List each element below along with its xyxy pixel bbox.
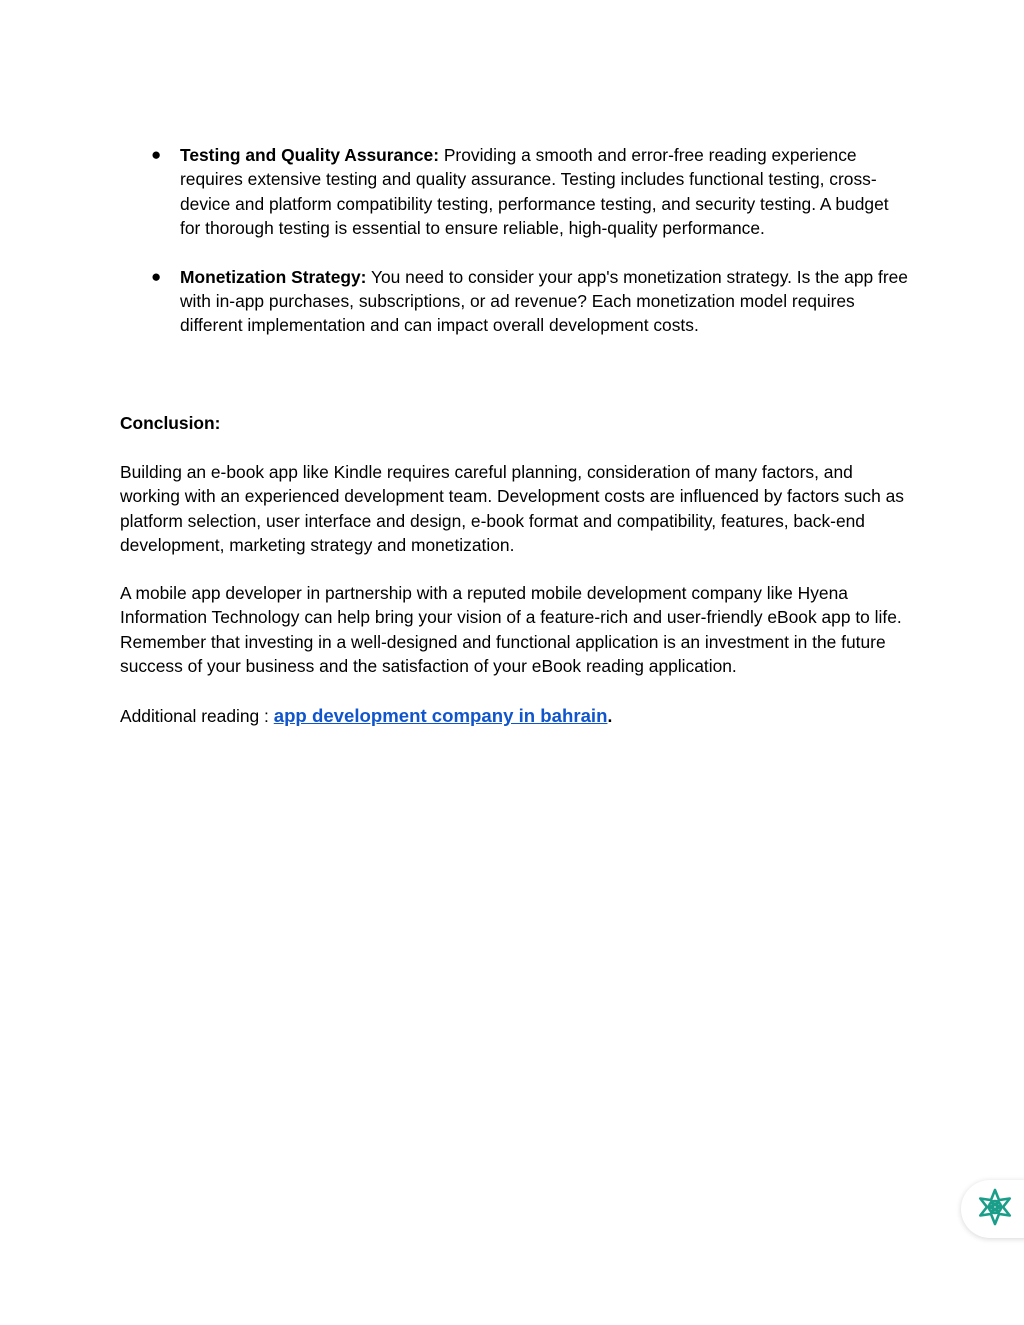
- conclusion-heading: Conclusion:: [120, 413, 221, 433]
- bullet-marker: ●: [151, 145, 162, 164]
- bullet-testing-quality: [120, 143, 910, 241]
- bullet-title: Testing and Quality Assurance:: [180, 145, 439, 165]
- additional-reading-prefix: Additional reading :: [120, 706, 274, 726]
- bullet-title: Monetization Strategy:: [180, 266, 367, 287]
- app-development-link[interactable]: app development company in bahrain: [273, 705, 608, 726]
- factor-bullet-list: [120, 143, 910, 362]
- conclusion-paragraph-2: A mobile app developer in partnership with a reputed mobile development company like Hyena Information Technology can help bring your vision of a feature-rich and user-friendly eBook app to life. Remember that investing in a well-designed and functional application is an investment in the future success of your business and the satisfaction of your eBook reading application.: [120, 583, 902, 677]
- bullet-text: Providing a smooth and error-free reading experience requires extensive testing and quality assurance. Testing includes functional testing, cross-device and platform compatibility testing, performance testing, and security testing. A budget for thorough testing is essential to ensure reliable, high-quality performance.: [180, 145, 889, 239]
- ai-spark-icon: [974, 1186, 1016, 1233]
- additional-reading-suffix: .: [607, 706, 613, 726]
- additional-reading: [120, 704, 910, 728]
- bullet-monetization: [120, 265, 910, 338]
- conclusion-paragraph-1: Building an e-book app like Kindle requires careful planning, consideration of many factors, and working with an experienced development team. Development costs are influenced by factors such as platform selection, user interface and design, e-book format and compatibility, features, back-end development, marketing strategy and monetization.: [120, 462, 904, 556]
- bullet-text: You need to consider your app's monetization strategy. Is the app free with in-app purchases, subscriptions, or ad revenue? Each monetization model requires different implementation and can impact overall development costs.: [180, 266, 908, 336]
- bullet-marker: ●: [151, 266, 162, 286]
- assistant-fab-button[interactable]: [961, 1180, 1024, 1238]
